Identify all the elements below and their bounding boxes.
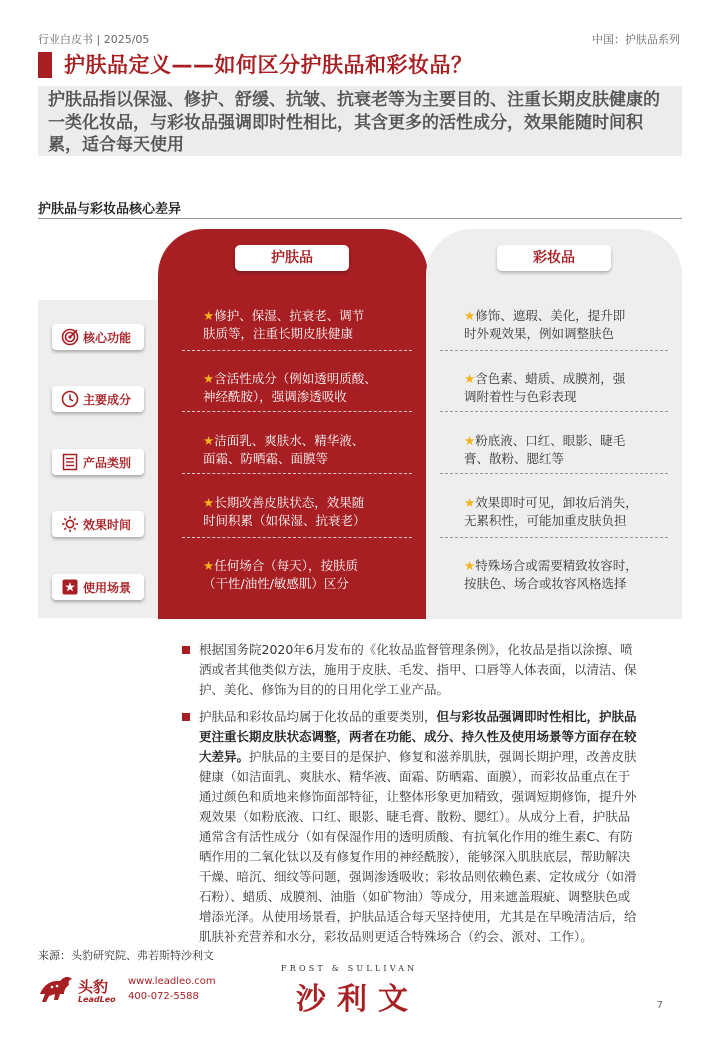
row-label-usage-scene [52, 574, 144, 600]
sun-icon [61, 515, 79, 533]
skincare-cell: ★含活性成分（例如透明质酸、 神经酰胺），强调渗透吸收 [203, 371, 377, 404]
clock-icon [61, 390, 79, 408]
source-note: 来源：头豹研究院、弗若斯特沙利文 [38, 949, 214, 962]
section-title: 护肤品与彩妆品核心差异 [38, 202, 182, 217]
summary-box: 护肤品指以保湿、修护、舒缓、抗皱、抗衰老等为主要目的、注重长期皮肤健康的一类化妆品，与彩妆品强调即时性相比，其含更多的活性成分，效果能随时间积累，适合每天使用 [38, 86, 682, 156]
makeup-cell: ★含色素、蜡质、成膜剂，强 调附着性与色彩表现 [464, 371, 626, 404]
star-icon: ★ [464, 371, 476, 386]
star-icon: ★ [203, 433, 215, 448]
row-label-text: 使用场景 [83, 580, 132, 595]
star-icon: ★ [203, 308, 215, 323]
row-label-text: 产品类别 [83, 455, 132, 470]
row-divider [182, 350, 412, 351]
bullet-marker [182, 646, 190, 654]
logo-cn-text: 头豹 [78, 978, 109, 996]
makeup-cell: ★效果即时可见，卸妆后消失， 无累积性，可能加重皮肤负担 [464, 495, 638, 528]
star-icon: ★ [203, 371, 215, 386]
row-label-text: 效果时间 [83, 517, 132, 532]
row-divider [440, 537, 668, 538]
target-icon [61, 328, 79, 346]
star-icon: ★ [464, 558, 476, 573]
website-link[interactable]: www.leadleo.com [128, 976, 216, 987]
scene-icon [61, 578, 79, 596]
row-divider [440, 473, 668, 474]
makeup-cell: ★修饰、遮瑕、美化，提升即 时外观效果，例如调整肤色 [464, 308, 626, 341]
star-icon: ★ [203, 558, 215, 573]
leadleo-logo [38, 970, 218, 1010]
skincare-cell: ★长期改善皮肤状态，效果随 时间积累（如保湿、抗衰老） [203, 495, 366, 528]
star-icon: ★ [203, 495, 215, 510]
row-divider [182, 473, 412, 474]
makeup-cell: ★粉底液、口红、眼影、睫毛 膏、散粉、腮红等 [464, 433, 626, 466]
section-divider [38, 218, 682, 219]
header-left: 行业白皮书 | 2025/05 [38, 33, 150, 46]
partner-logo-cn: 沙利文 [296, 982, 419, 1017]
leopard-logo-icon [38, 972, 74, 1006]
row-label-effect-time [52, 511, 144, 537]
skincare-cell: ★洁面乳、爽肤水、精华液、 面霜、防晒霜、面膜等 [203, 433, 365, 466]
bullet-comparison: 护肤品和彩妆品均属于化妆品的重要类别，但与彩妆品强调即时性相比，护肤品 更注重长期皮肤状态调整，两者在功能、成分、持久性及使用场景等方面存在较 大差异。护肤品的主要目的是保护、修复和滋养肌肤，强调长期护理，改善皮肤 健康（如洁面乳、爽肤水、精华液、面霜、防晒霜、面膜），而彩妆品重点在于 通过颜色和质地来修饰面部特征，让整体形象更加精致，强调短期修饰，提升外 观效果（如粉底液、口红、眼影、睫毛膏、散粉、腮红）。从成分上看，护肤品 通常含有活性成分（如有保湿作用的透明质酸、有抗氧化作用的维生素C、有防 晒作用的二氧化钛以及有修复作用的神经酰胺），能够深入肌肤底层，帮助解决 干燥、暗沉、细纹等问题，强调渗透吸收；彩妆品则依赖色素、定妆成分（如滑 石粉）、蜡质、成膜剂、油脂（如矿物油）等成分，用来遮盖瑕疵、调整肤色或 增添光泽。从使用场景看，护肤品适合每天坚持使用，尤其是在早晚清洁后，给 肌肤补充营养和水分，彩妆品则更适合特殊场合（约会、派对、工作）。 [182, 707, 672, 947]
row-label-text: 主要成分 [83, 392, 132, 407]
list-icon [61, 453, 79, 471]
partner-logo-en: FROST & SULLIVAN [281, 964, 418, 973]
row-divider [440, 411, 668, 412]
phone-number: 400-072-5588 [128, 991, 199, 1002]
page-title: 护肤品定义——如何区分护肤品和彩妆品？ [64, 53, 473, 77]
star-icon: ★ [464, 433, 476, 448]
bullet-marker [182, 713, 190, 721]
title-accent-bar [38, 52, 52, 78]
row-label-core-function [52, 324, 144, 350]
skincare-cell: ★修护、保湿、抗衰老、调节 肤质等，注重长期皮肤健康 [203, 308, 365, 341]
header-right: 中国：护肤品系列 [592, 33, 680, 46]
page-number: 7 [656, 1000, 663, 1011]
skincare-cell: ★任何场合（每天），按肤质 （干性/油性/敏感肌）区分 [203, 558, 358, 591]
skincare-header: 护肤品 [235, 245, 349, 271]
row-label-product-category [52, 449, 144, 475]
bullet-regulation: 根据国务院2020年6月发布的《化妆品监督管理条例》，化妆品是指以涂擦、喷 洒或者其他类似方法，施用于皮肤、毛发、指甲、口唇等人体表面，以清洁、保 护、美化、修饰为目的的日用化学工业产品。 [182, 640, 672, 700]
star-icon: ★ [464, 308, 476, 323]
row-label-text: 核心功能 [83, 330, 132, 345]
row-label-main-ingredients [52, 386, 144, 412]
star-icon: ★ [464, 495, 476, 510]
logo-en-text: LeadLeo [78, 995, 116, 1004]
row-divider [182, 537, 412, 538]
row-divider [182, 411, 412, 412]
row-divider [440, 350, 668, 351]
makeup-cell: ★特殊场合或需要精致妆容时， 按肤色、场合或妆容风格选择 [464, 558, 638, 591]
makeup-header: 彩妆品 [497, 245, 611, 271]
